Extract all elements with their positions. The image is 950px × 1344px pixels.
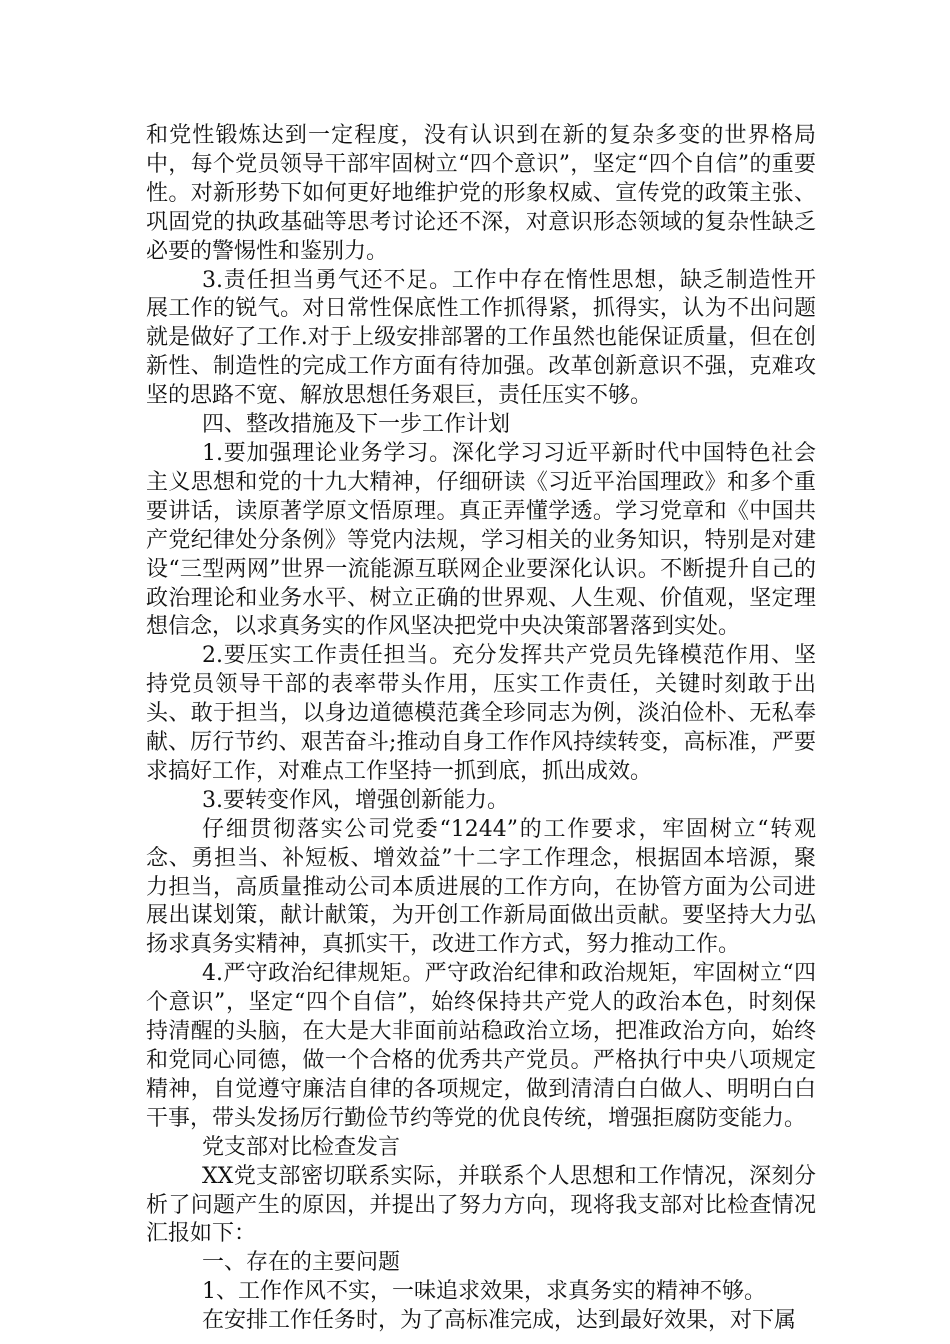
paragraph-study: 1.要加强理论业务学习。深化学习习近平新时代中国特色社会主义思想和党的十九大精神，仔细研读《习近平治国理政》和多个重要讲话，读原著学原文悟原理。真正弄懂学透。学习党章和《中国共产党纪律处分条例》等党内法规，学习相关的业务知识，特别是对建设“三型两网”世界一流能源互联网企业要深化认识。不断提升自己的政治理论和业务水平、树立正确的世界观、人生观、价值观，坚定理想信念，以求真务实的作风坚决把党中央决策部署落到实处。 [146,440,816,640]
paragraph-branch-intro: XX党支部密切联系实际，并联系个人思想和工作情况，深刻分析了问题产生的原因，并提出了努力方向，现将我支部对比检查情况汇报如下： [146,1163,816,1247]
section-heading-main-problems: 一、存在的主要问题 [202,1250,401,1276]
paragraph-responsibility-duty: 2.要压实工作责任担当。充分发挥共产党员先锋模范作用、坚持党员领导干部的表率带头作用，压实工作责任，关键时刻敢于出头、敢于担当，以身边道德模范龚全珍同志为例，淡泊俭朴、无私奉献、厉行节约、艰苦奋斗;推动自身工作作风持续转变，高标准，严要求搞好工作，对难点工作坚持一抓到底，抓出成效。 [146,643,816,784]
paragraph-continuation: 和党性锻炼达到一定程度，没有认识到在新的复杂多变的世界格局中，每个党员领导干部牢固树立“四个意识”，坚定“四个自信”的重要性。对新形势下如何更好地维护党的形象权威、宣传党的政策主张、巩固党的执政基础等思考讨论还不深，对意识形态领域的复杂性缺乏必要的警惕性和鉴别力。 [146,123,816,264]
paragraph-discipline: 4.严守政治纪律规矩。严守政治纪律和政治规矩，牢固树立“四个意识”，坚定“四个自信”，始终保持共产党人的政治本色，时刻保持清醒的头脑，在大是大非面前站稳政治立场，把准政治方向，始终和党同心同德，做一个合格的优秀共产党员。严格执行中央八项规定精神，自觉遵守廉洁自律的各项规定，做到清清白白做人、明明白白干事，带头发扬厉行勤俭节约等党的优良传统，增强拒腐防变能力。 [146,961,816,1131]
section-heading-rectification: 四、整改措施及下一步工作计划 [202,412,511,438]
paragraph-problem-one: 1、工作作风不实，一味追求效果，求真务实的精神不够。 [202,1279,766,1305]
paragraph-responsibility: 3.责任担当勇气还不足。工作中存在惰性思想，缺乏制造性开展工作的锐气。对日常性保底性工作抓得紧，抓得实，认为不出问题就是做好了工作.对于上级安排部署的工作虽然也能保证质量，但在创新性、制造性的完成工作方面有待加强。改革创新意识不强，克难攻坚的思路不宽、解放思想任务艰巨，责任压实不够。 [146,267,816,409]
section-heading-branch-speech: 党支部对比检查发言 [202,1134,401,1160]
paragraph-problem-one-detail: 在安排工作任务时，为了高标准完成，达到最好效果，对下属 [202,1308,797,1334]
document-body [146,122,816,1336]
paragraph-work-style-title: 3.要转变作风，增强创新能力。 [202,787,509,813]
paragraph-work-style-body: 仔细贯彻落实公司党委“1244”的工作要求，牢固树立“转观念、勇担当、补短板、增效益”十二字工作理念，根据固本培源，聚力担当，高质量推动公司本质进展的工作方向，在协管方面为公司进展出谋划策，献计献策，为开创工作新局面做出贡献。要坚持大力弘扬求真务实精神，真抓实干，改进工作方式，努力推动工作。 [146,816,816,958]
